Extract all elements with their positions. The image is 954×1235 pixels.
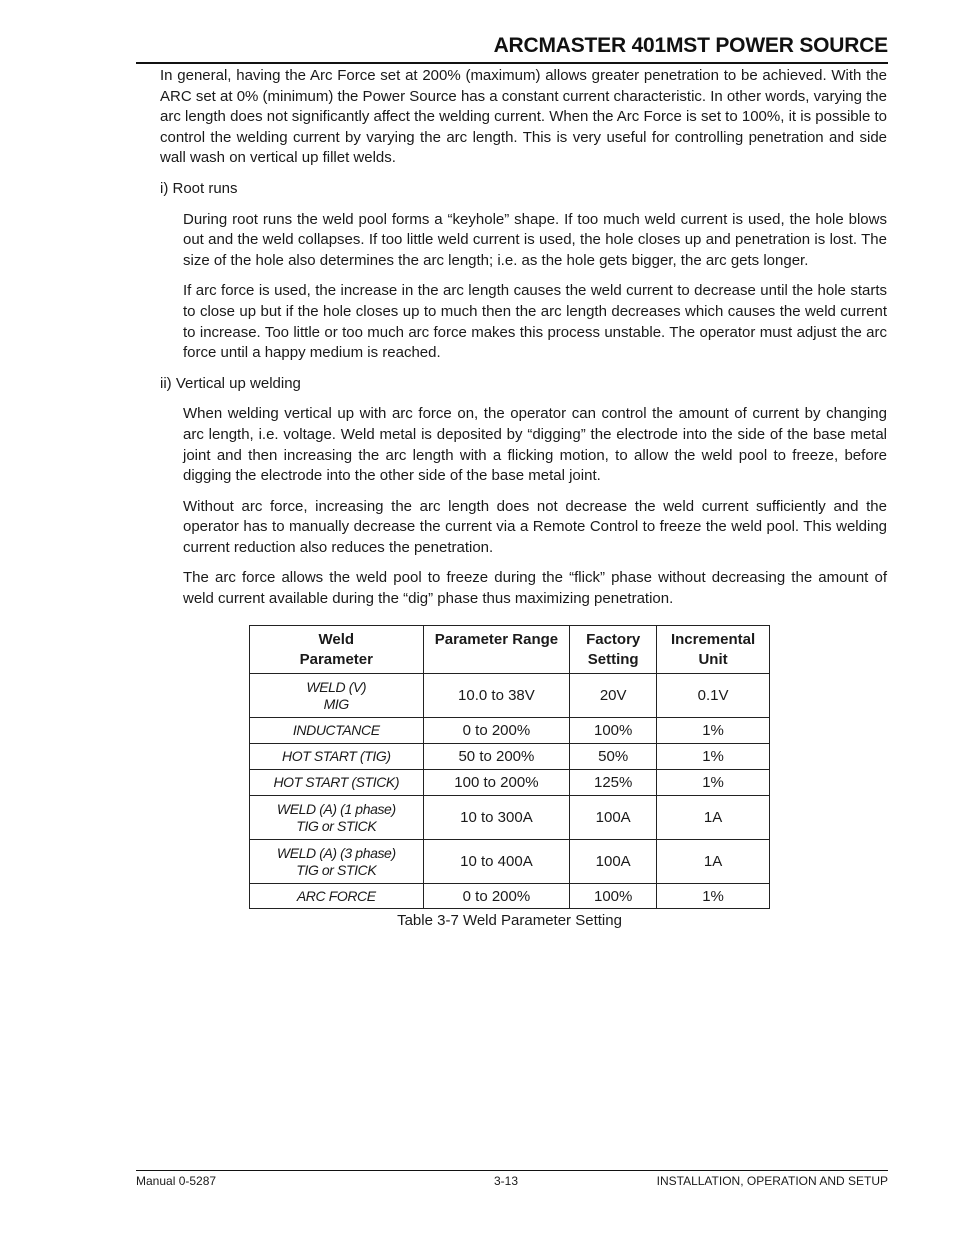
table-caption: Table 3-7 Weld Parameter Setting [397,912,622,929]
cell-factory: 100% [570,884,657,909]
table-row [250,770,770,796]
cell-parameter [250,796,424,840]
cell-parameter: HOT START (TIG) [250,744,424,770]
cell-unit: 0.1V [657,674,770,718]
cell-parameter: HOT START (STICK) [250,770,424,796]
cell-parameter: ARC FORCE [250,884,424,909]
table-row [250,718,770,744]
header-text: Weld [318,631,355,648]
section-heading-vertical-up: ii) Vertical up welding [160,374,301,392]
header-parameter-range [423,626,570,674]
cell-factory: 100% [570,718,657,744]
cell-range: 10 to 400A [423,840,570,884]
cell-factory: 50% [570,744,657,770]
cell-unit: 1% [657,770,770,796]
cell-unit: 1% [657,744,770,770]
table-row [250,674,770,718]
header-weld-parameter [250,626,424,674]
footer-section-title: INSTALLATION, OPERATION AND SETUP [656,1174,888,1188]
header-rule [136,62,888,64]
intro-paragraph: In general, having the Arc Force set at 200% (maximum) allows greater penetration to be achieved. With the ARC set at 0% (minimum) the Power Source has a constant current characteristic. In other words, varying the arc length does not significantly affect the welding current. When the Arc Force is set to 100%, it is possible to control the welding current by varying the arc length. This is very useful for controlling penetration and side wall wash on vertical up fillet welds. [160,67,887,167]
table-header-row [250,626,770,674]
section-heading-root-runs: i) Root runs [160,179,238,197]
cell-range: 0 to 200% [423,718,570,744]
header-text: Setting [587,651,639,668]
cell-parameter [250,840,424,884]
body-text [160,66,887,620]
table-row [250,884,770,909]
cell-unit: 1% [657,884,770,909]
table-row [250,840,770,884]
cell-factory: 20V [570,674,657,718]
param-line-1: WELD (A) (3 phase) [276,844,396,861]
cell-range: 10.0 to 38V [423,674,570,718]
weld-parameter-table-wrap [249,625,770,909]
header-text: Parameter Range [434,631,559,648]
cell-unit: 1A [657,796,770,840]
cell-range: 10 to 300A [423,796,570,840]
table-row [250,796,770,840]
cell-factory: 100A [570,840,657,884]
root-runs-paragraph-1: During root runs the weld pool forms a “keyhole” shape. If too much weld current is used, the hole blows out and the weld collapses. If too little weld current is used, the hole closes up and penetration is lost. The size of the hole also determines the arc length; i.e. as the hole gets bigger, the arc gets longer. [183,210,887,269]
footer-page-number: 3-13 [493,1174,519,1188]
param-line-2: TIG or STICK [296,861,377,878]
header-incremental-unit [657,626,770,674]
param-line-1: WELD (V) [306,678,367,695]
cell-unit: 1% [657,718,770,744]
header-text: Factory [586,631,641,648]
footer-rule [136,1170,888,1171]
cell-parameter: INDUCTANCE [250,718,424,744]
param-line-2: TIG or STICK [296,817,377,834]
header-factory-setting [570,626,657,674]
footer-manual-number: Manual 0-5287 [136,1174,217,1188]
page-header-title: ARCMASTER 401MST POWER SOURCE [493,34,888,57]
header-text: Incremental [670,631,756,648]
param-line-2: MIG [323,695,349,712]
table-row [250,744,770,770]
cell-factory: 125% [570,770,657,796]
weld-parameter-table [249,625,770,909]
cell-unit: 1A [657,840,770,884]
cell-range: 50 to 200% [423,744,570,770]
root-runs-paragraph-2: If arc force is used, the increase in the arc length causes the weld current to decrease until the hole starts to close up but if the hole closes up to much then the arc length decreases which causes the weld current to increase. Too little or too much arc force makes this process unstable. The operator must adjust the arc force until a happy medium is reached. [183,282,887,362]
vertical-up-paragraph-1: When welding vertical up with arc force on, the operator can control the amount of current by changing arc length, i.e. voltage. Weld metal is deposited by “digging” the electrode into the side of the base metal joint and then increasing the arc length with a flicking motion, to allow the weld pool to freeze, before digging the electrode into the other side of the base metal joint. [183,405,887,485]
header-text: Parameter [299,651,373,668]
header-text: Unit [698,651,728,668]
cell-range: 100 to 200% [423,770,570,796]
cell-parameter [250,674,424,718]
vertical-up-paragraph-2: Without arc force, increasing the arc length does not decrease the weld current sufficiently and the operator has to manually decrease the current via a Remote Control to freeze the weld pool. This welding current reduction also reduces the penetration. [183,497,887,556]
param-line-1: WELD (A) (1 phase) [276,800,396,817]
cell-range: 0 to 200% [423,884,570,909]
cell-factory: 100A [570,796,657,840]
vertical-up-paragraph-3: The arc force allows the weld pool to freeze during the “flick” phase without decreasing the amount of weld current available during the “dig” phase thus maximizing penetration. [183,569,887,608]
